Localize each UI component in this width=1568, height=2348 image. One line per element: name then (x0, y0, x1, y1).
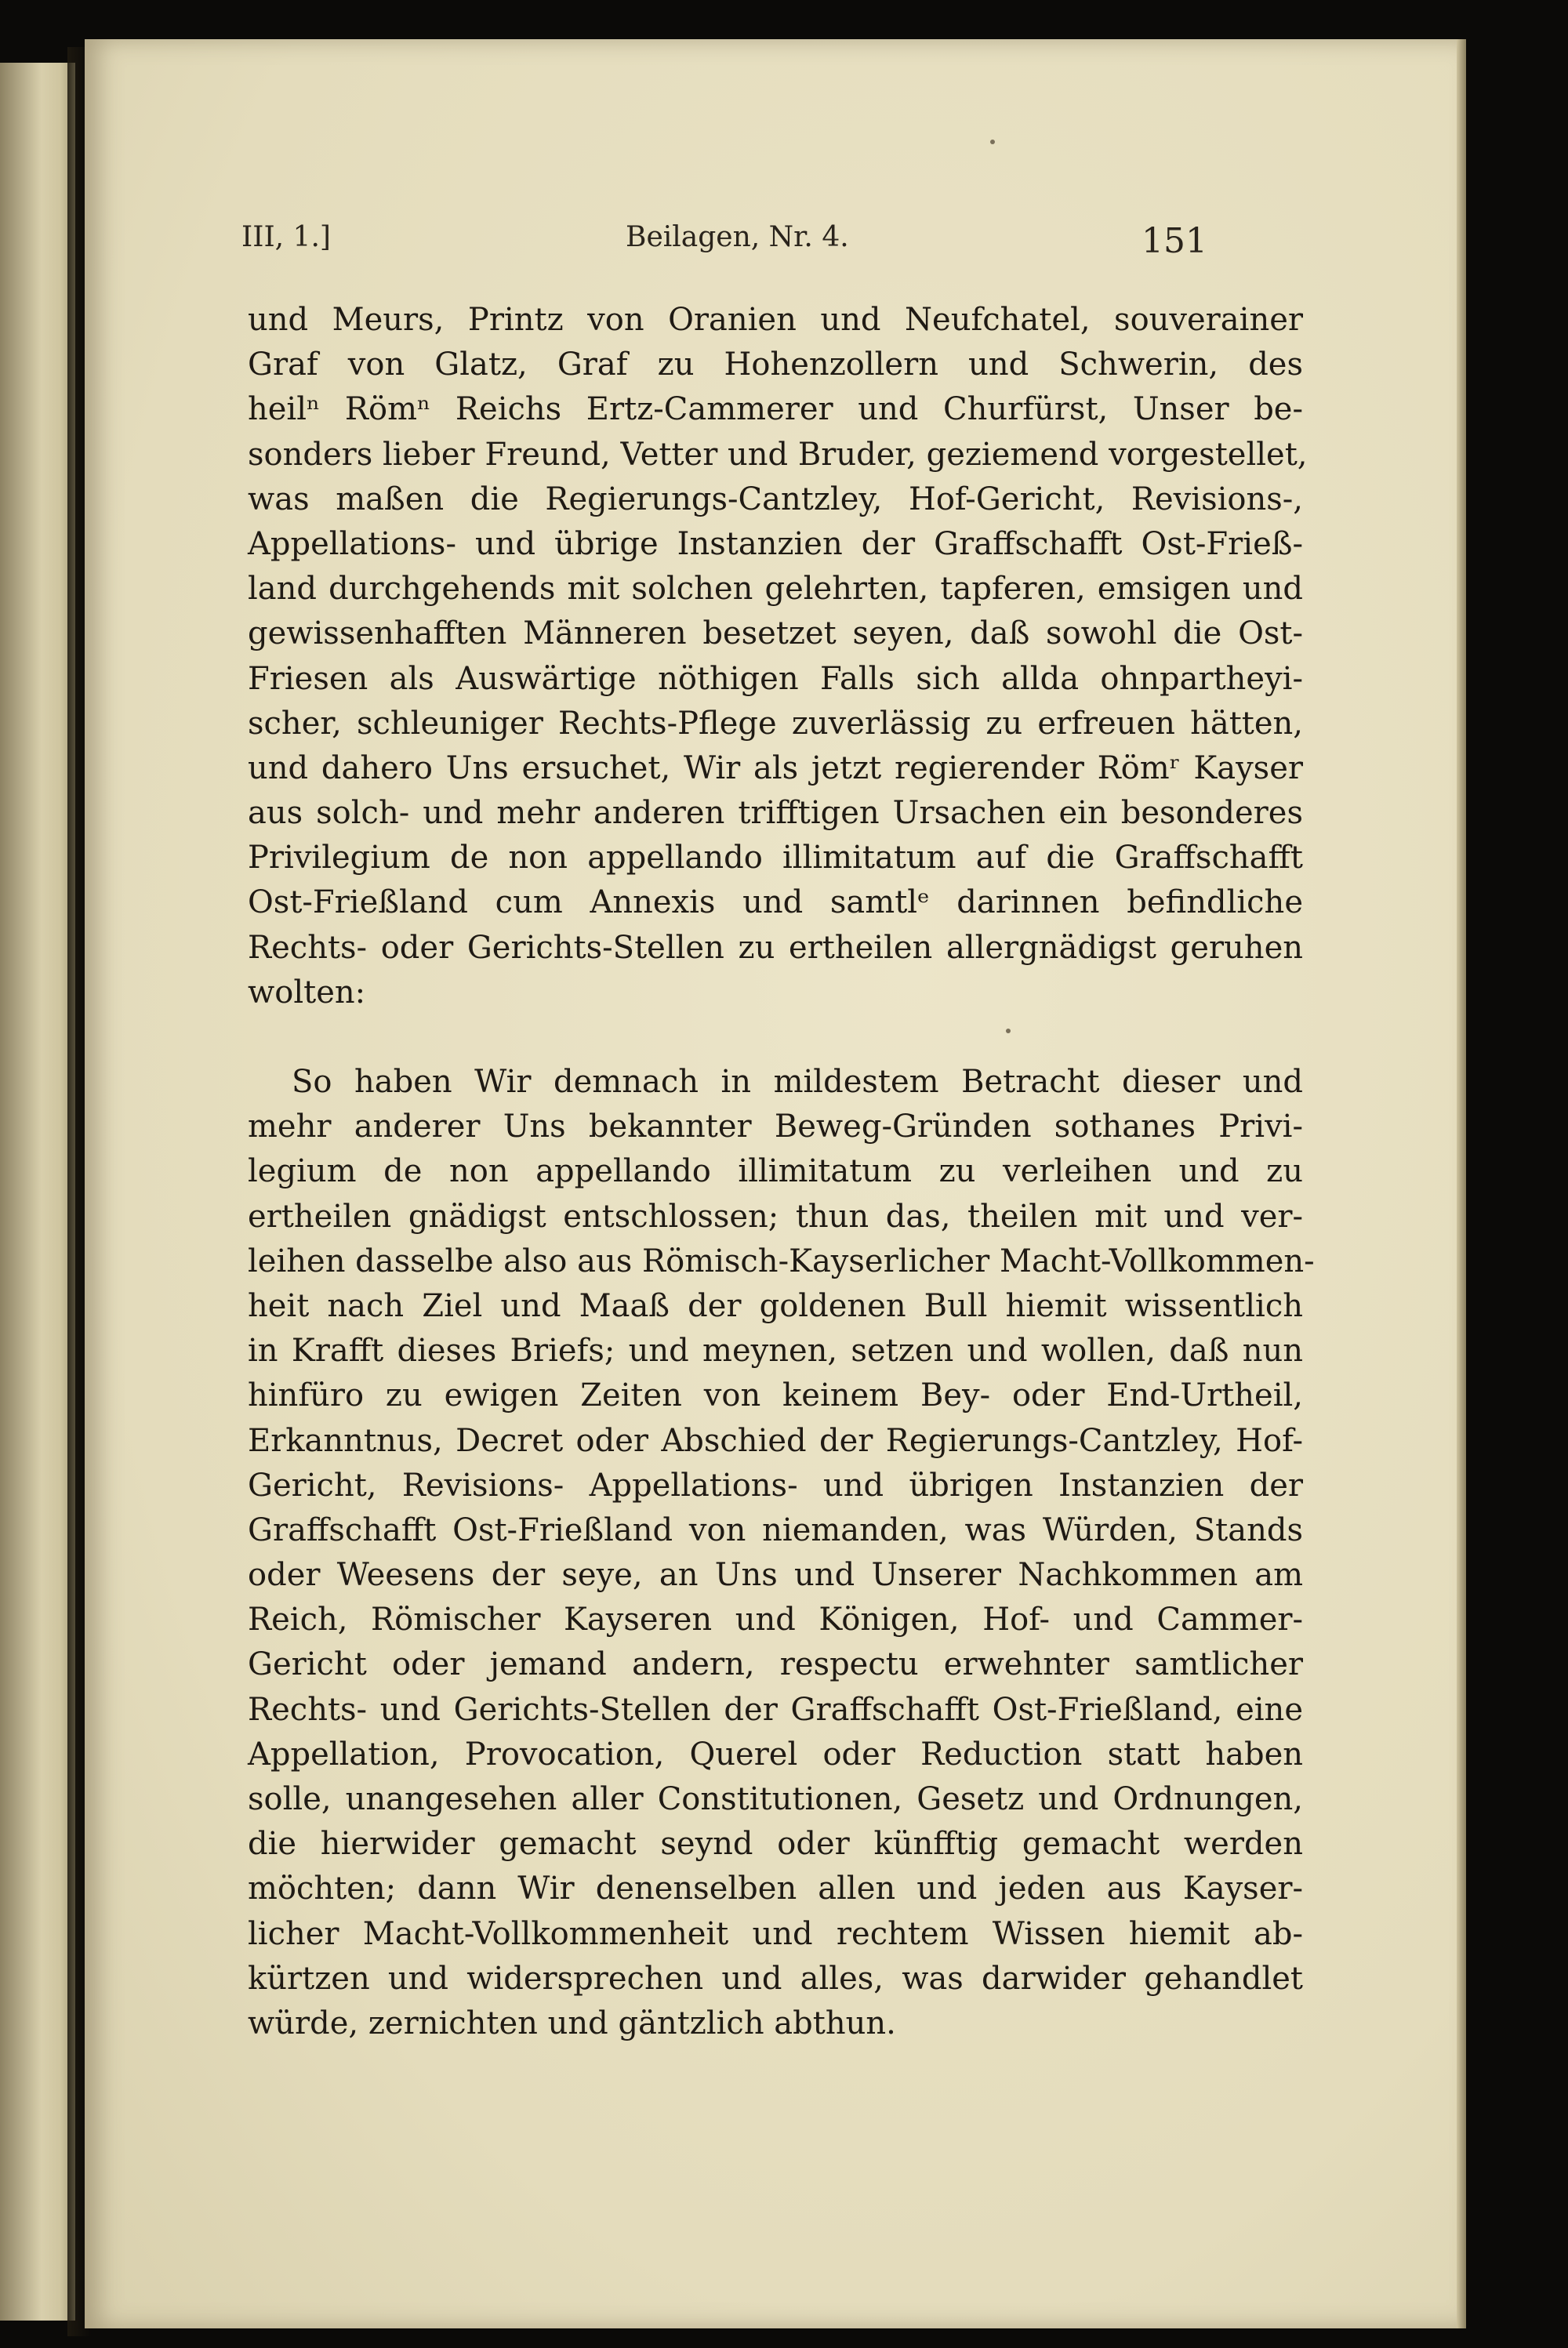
book-page (85, 39, 1461, 2328)
text-line: ertheilen gnädigst entschlossen; thun das, theilen mit und ver- (248, 1198, 1303, 1235)
text-line: So haben Wir demnach in mildestem Betracht dieser und (292, 1064, 1303, 1100)
running-title: Beilagen, Nr. 4. (626, 221, 849, 253)
text-line: Appellation, Provocation, Querel oder Reduction statt haben (248, 1736, 1303, 1773)
text-line: Friesen als Auswärtige nöthigen Falls sich allda ohnpartheyi- (248, 660, 1303, 697)
text-line: heilⁿ Römⁿ Reichs Ertz-Cammerer und Churfürst, Unser be- (248, 391, 1303, 428)
paper-speck (1006, 1029, 1011, 1033)
text-line: Appellations- und übrige Instanzien der Graffschafft Ost-Frieß- (248, 525, 1303, 562)
text-line: licher Macht-Vollkommenheit und rechtem Wissen hiemit ab- (248, 1915, 1303, 1952)
text-line: leihen dasselbe also aus Römisch-Kayserlicher Macht-Vollkommen- (248, 1243, 1315, 1279)
text-line: Gericht oder jemand andern, respectu erwehnter samtlicher (248, 1646, 1303, 1683)
running-header (85, 221, 1461, 284)
page-edge (1457, 39, 1466, 2328)
text-line: aus solch- und mehr anderen trifftigen Ursachen ein besonderes (248, 795, 1303, 832)
text-line: scher, schleuniger Rechts-Pflege zuverlässig zu erfreuen hätten, (248, 705, 1303, 742)
section-reference: III, 1.] (241, 221, 331, 253)
text-line: würde, zernichten und gäntzlich abthun. (248, 2005, 896, 2041)
text-line: land durchgehends mit solchen gelehrten, tapferen, emsigen und (248, 571, 1303, 608)
text-line: und dahero Uns ersuchet, Wir als jetzt regierender Römʳ Kayser (248, 749, 1303, 786)
paragraph-spacer (248, 1015, 1303, 1060)
text-line: Ost-Frießland cum Annexis und samtlᵉ darinnen befindliche (248, 884, 1303, 921)
text-line: Privilegium de non appellando illimitatum auf die Graffschafft (248, 840, 1303, 876)
text-line: die hierwider gemacht seynd oder künfftig gemacht werden (248, 1826, 1303, 1863)
text-line: Reich, Römischer Kayseren und Königen, Hof- und Cammer- (248, 1602, 1303, 1639)
text-line: Graffschafft Ost-Frießland von niemanden, was Würden, Stands (248, 1512, 1303, 1548)
text-line: hinfüro zu ewigen Zeiten von keinem Bey- oder End-Urtheil, (248, 1377, 1303, 1414)
text-line: in Krafft dieses Briefs; und meynen, setzen und wollen, daß nun (248, 1333, 1303, 1370)
facing-page-edge (0, 63, 75, 2321)
text-line: Graf von Glatz, Graf zu Hohenzollern und Schwerin, des (248, 347, 1303, 383)
paragraph-1 (248, 298, 1308, 1015)
text-line: mehr anderer Uns bekannter Beweg-Gründen sothanes Privi- (248, 1109, 1303, 1145)
text-line: was maßen die Regierungs-Cantzley, Hof-Gericht, Revisions-, (248, 481, 1303, 517)
text-line: und Meurs, Printz von Oranien und Neufchatel, souverainer (248, 302, 1303, 338)
text-line: oder Weesens der seye, an Uns und Unserer Nachkommen am (248, 1557, 1303, 1594)
page-number: 151 (1142, 221, 1207, 261)
text-line: Rechts- oder Gerichts-Stellen zu ertheilen allergnädigst geruhen (248, 929, 1303, 966)
text-line: wolten: (248, 974, 366, 1011)
body-text (248, 298, 1315, 2046)
paper-speck (990, 140, 995, 144)
text-line: Gericht, Revisions- Appellations- und übrigen Instanzien der (248, 1467, 1303, 1504)
text-line: solle, unangesehen aller Constitutionen, Gesetz und Ordnungen, (248, 1781, 1303, 1817)
text-line: legium de non appellando illimitatum zu verleihen und zu (248, 1153, 1303, 1190)
text-line: kürtzen und widersprechen und alles, was darwider gehandlet (248, 1960, 1303, 1997)
text-line: sonders lieber Freund, Vetter und Bruder, geziemend vorgestellet, (248, 436, 1308, 473)
text-line: heit nach Ziel und Maaß der goldenen Bull hiemit wissentlich (248, 1287, 1303, 1324)
paragraph-2 (248, 1060, 1315, 2046)
text-line: möchten; dann Wir denenselben allen und jeden aus Kayser- (248, 1871, 1303, 1907)
text-line: gewissenhafften Männeren besetzet seyen, daß sowohl die Ost- (248, 615, 1303, 652)
text-line: Erkanntnus, Decret oder Abschied der Regierungs-Cantzley, Hof- (248, 1422, 1303, 1459)
text-line: Rechts- und Gerichts-Stellen der Graffschafft Ost-Frießland, eine (248, 1691, 1303, 1728)
